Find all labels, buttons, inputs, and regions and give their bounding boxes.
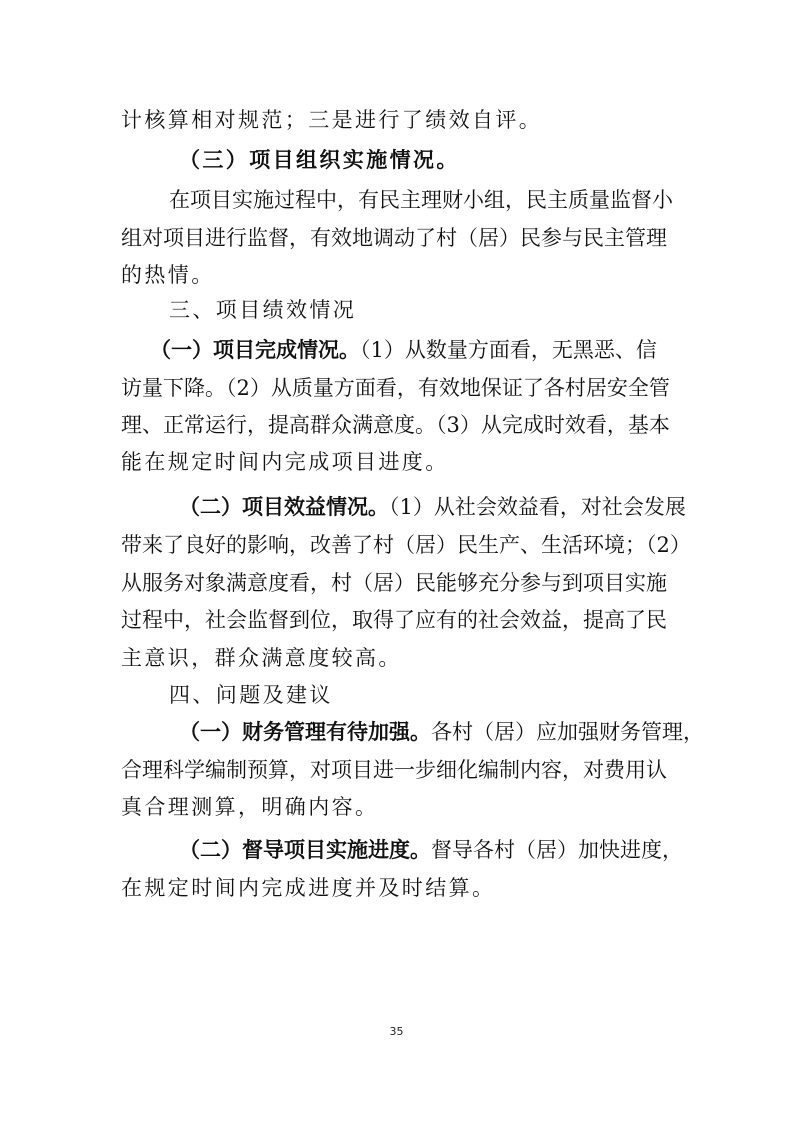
body-text: 主意识，群众满意度较高。 [121,646,402,670]
text-line [179,140,793,180]
text-line [179,712,793,752]
body-text: 理、正常运行，提高群众满意度。（3）从完成时效看，基本 [121,413,670,437]
text-line [121,525,793,565]
body-text: 能在规定时间内完成项目进度。 [121,450,449,474]
body-text: 真合理测算，明确内容。 [121,795,379,819]
body-text: （1）从社会效益看，对社会发展 [389,495,686,519]
text-line [121,787,793,827]
body-text: 的热情。 [121,263,215,287]
body-text: 带来了良好的影响，改善了村（居）民生产、生活环境；（2） [121,533,691,557]
bold-heading-text: （二）督导项目实施进度。 [179,837,431,862]
body-text: 过程中，社会监督到位，取得了应有的社会效益，提高了民 [121,608,667,632]
bold-heading-text: （一）项目完成情况。 [150,337,360,362]
text-line [121,750,793,790]
bold-heading-text: （二）项目效益情况。 [179,494,389,519]
body-text: 计核算相对规范；三是进行了绩效自评。 [121,108,543,132]
text-line [121,100,793,140]
text-line [169,675,793,715]
text-line [121,600,793,640]
body-text: 访量下降。（2）从质量方面看，有效地保证了各村居安全管 [121,376,670,400]
body-text: 从服务对象满意度看，村（居）民能够充分参与到项目实施 [121,571,667,595]
text-line [121,218,793,258]
bold-heading-text: （三）项目组织实施情况。 [179,147,460,172]
text-line [121,868,793,908]
text-line [121,442,793,482]
body-text: 合理科学编制预算，对项目进一步细化编制内容，对费用认 [121,758,667,782]
text-line [121,368,793,408]
text-line [150,330,793,370]
body-text: 组对项目进行监督，有效地调动了村（居）民参与民主管理 [121,226,667,250]
body-text: 四、问题及建议 [169,683,333,707]
body-text: （1）从数量方面看，无黑恶、信 [360,338,657,362]
page-number: 35 [389,1025,404,1038]
text-line [121,255,793,295]
text-line [121,563,793,603]
body-text: 三、项目绩效情况 [169,298,357,322]
text-line [121,405,793,445]
text-line [179,487,793,527]
body-text: 督导各村（居）加快进度， [431,838,683,862]
bold-heading-text: （一）财务管理有待加强。 [179,719,431,744]
body-text: 各村（居）应加强财务管理， [431,720,704,744]
body-text: 在项目实施过程中，有民主理财小组，民主质量监督小 [169,188,673,212]
text-line [179,830,793,870]
body-text: 在规定时间内完成进度并及时结算。 [121,876,496,900]
text-line [169,180,793,220]
text-line [121,638,793,678]
text-line [169,290,793,330]
